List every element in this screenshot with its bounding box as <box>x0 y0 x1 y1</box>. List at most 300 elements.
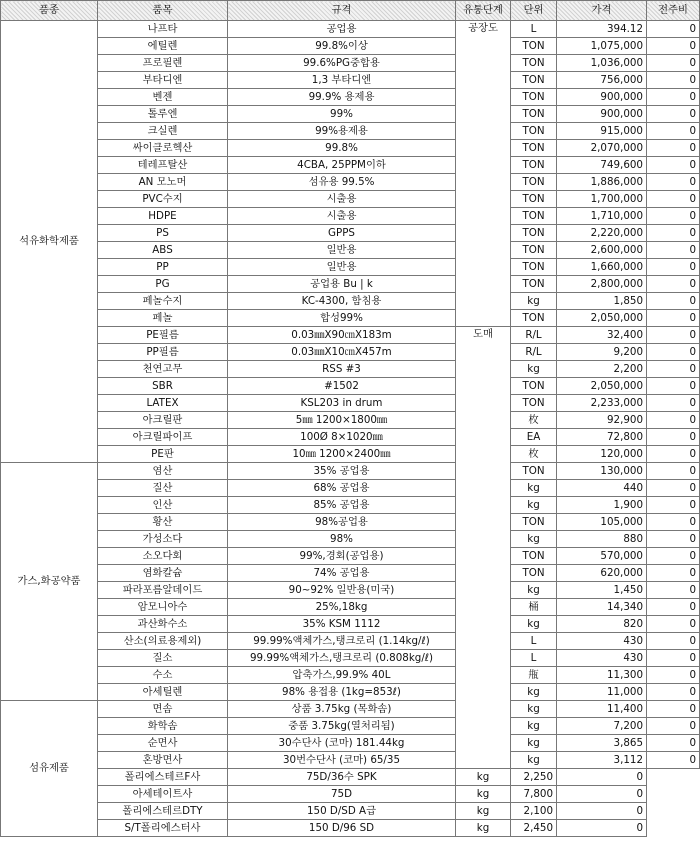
table-row <box>1 191 700 208</box>
change-cell: 0 <box>557 769 647 786</box>
table-row <box>1 701 700 718</box>
change-cell: 0 <box>647 718 700 735</box>
price-cell: 880 <box>557 531 647 548</box>
spec-cell: 99% <box>228 106 456 123</box>
table-row <box>1 259 700 276</box>
price-cell: 1,450 <box>557 582 647 599</box>
price-cell: 2,050,000 <box>557 378 647 395</box>
unit-cell: TON <box>511 463 557 480</box>
change-cell: 0 <box>647 259 700 276</box>
change-cell: 0 <box>647 684 700 701</box>
price-table-body <box>1 21 700 837</box>
unit-cell: TON <box>511 140 557 157</box>
change-cell: 0 <box>557 803 647 820</box>
price-cell: 130,000 <box>557 463 647 480</box>
price-cell: 1,886,000 <box>557 174 647 191</box>
price-cell: 92,900 <box>557 412 647 429</box>
spec-cell: 98%공업용 <box>228 514 456 531</box>
change-cell: 0 <box>647 242 700 259</box>
change-cell: 0 <box>647 565 700 582</box>
item-cell: 부타디엔 <box>98 72 228 89</box>
item-cell: 폴리에스테르F사 <box>98 769 228 786</box>
spec-cell: 74% 공업용 <box>228 565 456 582</box>
price-cell: 1,700,000 <box>557 191 647 208</box>
unit-cell: TON <box>511 55 557 72</box>
item-cell: 가성소다 <box>98 531 228 548</box>
table-row <box>1 497 700 514</box>
price-cell: 11,000 <box>557 684 647 701</box>
unit-cell: TON <box>511 565 557 582</box>
spec-cell: 섬유용 99.5% <box>228 174 456 191</box>
unit-cell: kg <box>511 684 557 701</box>
price-cell: 1,660,000 <box>557 259 647 276</box>
spec-cell: 99.8%이상 <box>228 38 456 55</box>
item-cell: 폴리에스테르DTY <box>98 803 228 820</box>
price-cell: 570,000 <box>557 548 647 565</box>
spec-cell: 시출용 <box>228 208 456 225</box>
unit-cell: TON <box>511 276 557 293</box>
item-cell: 아세테이트사 <box>98 786 228 803</box>
unit-cell: kg <box>511 531 557 548</box>
spec-cell: 합성99% <box>228 310 456 327</box>
item-cell: 산소(의료용제외) <box>98 633 228 650</box>
unit-cell: TON <box>511 174 557 191</box>
table-row <box>1 650 700 667</box>
unit-cell: TON <box>511 395 557 412</box>
change-cell: 0 <box>647 531 700 548</box>
spec-cell: 일반용 <box>228 259 456 276</box>
unit-cell: TON <box>511 242 557 259</box>
spec-cell: 75D <box>228 786 456 803</box>
spec-cell: 90~92% 일반용(미국) <box>228 582 456 599</box>
change-cell: 0 <box>647 208 700 225</box>
spec-cell: 공업용 Bu | k <box>228 276 456 293</box>
table-row <box>1 769 700 786</box>
table-row <box>1 480 700 497</box>
unit-cell: 枚 <box>511 446 557 463</box>
unit-cell: kg <box>511 293 557 310</box>
change-cell: 0 <box>647 735 700 752</box>
table-row <box>1 123 700 140</box>
item-cell: 크실렌 <box>98 123 228 140</box>
price-cell: 820 <box>557 616 647 633</box>
stage-cell: 공장도 <box>456 21 511 327</box>
price-cell: 3,112 <box>557 752 647 769</box>
unit-cell: TON <box>511 259 557 276</box>
change-cell: 0 <box>647 140 700 157</box>
header-row <box>1 1 700 21</box>
change-cell: 0 <box>647 157 700 174</box>
table-row <box>1 514 700 531</box>
price-cell: 32,400 <box>557 327 647 344</box>
price-cell: 7,800 <box>511 786 557 803</box>
unit-cell: TON <box>511 38 557 55</box>
table-row <box>1 820 700 837</box>
price-cell: 2,250 <box>511 769 557 786</box>
spec-cell: 상품 3.75kg (목화솜) <box>228 701 456 718</box>
spec-cell: GPPS <box>228 225 456 242</box>
change-cell: 0 <box>647 633 700 650</box>
change-cell: 0 <box>647 480 700 497</box>
item-cell: 나프타 <box>98 21 228 38</box>
spec-cell: 75D/36수 SPK <box>228 769 456 786</box>
table-row <box>1 599 700 616</box>
item-cell: ABS <box>98 242 228 259</box>
change-cell: 0 <box>647 752 700 769</box>
spec-cell: 공업용 <box>228 21 456 38</box>
change-cell: 0 <box>647 378 700 395</box>
price-cell: 72,800 <box>557 429 647 446</box>
price-cell: 1,075,000 <box>557 38 647 55</box>
item-cell: 벤젠 <box>98 89 228 106</box>
change-cell: 0 <box>647 582 700 599</box>
item-cell: 수소 <box>98 667 228 684</box>
unit-cell: TON <box>511 157 557 174</box>
header-category: 품종 <box>1 1 98 21</box>
item-cell: PP필름 <box>98 344 228 361</box>
header-unit: 단위 <box>511 1 557 21</box>
table-row <box>1 463 700 480</box>
table-row <box>1 208 700 225</box>
change-cell: 0 <box>557 820 647 837</box>
item-cell: 염산 <box>98 463 228 480</box>
item-cell: 페놀 <box>98 310 228 327</box>
spec-cell: 99.9% 용제용 <box>228 89 456 106</box>
spec-cell: 5㎜ 1200×1800㎜ <box>228 412 456 429</box>
price-cell: 394.12 <box>557 21 647 38</box>
price-cell: 2,233,000 <box>557 395 647 412</box>
table-row <box>1 616 700 633</box>
spec-cell: 85% 공업용 <box>228 497 456 514</box>
item-cell: S/T폴리에스터사 <box>98 820 228 837</box>
unit-cell: kg <box>511 718 557 735</box>
price-cell: 105,000 <box>557 514 647 531</box>
price-cell: 2,100 <box>511 803 557 820</box>
item-cell: 염화칼슘 <box>98 565 228 582</box>
item-cell: 과산화수소 <box>98 616 228 633</box>
change-cell: 0 <box>647 174 700 191</box>
price-cell: 2,070,000 <box>557 140 647 157</box>
item-cell: PE필름 <box>98 327 228 344</box>
unit-cell: TON <box>511 123 557 140</box>
spec-cell: 0.03㎜X10㎝X457m <box>228 344 456 361</box>
spec-cell: KSL203 in drum <box>228 395 456 412</box>
table-row <box>1 361 700 378</box>
item-cell: 면솜 <box>98 701 228 718</box>
spec-cell: 150 D/96 SD <box>228 820 456 837</box>
spec-cell: 4CBA, 25PPM이하 <box>228 157 456 174</box>
unit-cell: kg <box>456 803 511 820</box>
spec-cell: 일반용 <box>228 242 456 259</box>
item-cell: SBR <box>98 378 228 395</box>
change-cell: 0 <box>647 616 700 633</box>
table-row <box>1 633 700 650</box>
unit-cell: TON <box>511 310 557 327</box>
table-row <box>1 157 700 174</box>
unit-cell: kg <box>511 361 557 378</box>
unit-cell: R/L <box>511 344 557 361</box>
change-cell: 0 <box>647 429 700 446</box>
unit-cell: 枚 <box>511 412 557 429</box>
price-cell: 430 <box>557 633 647 650</box>
table-row <box>1 531 700 548</box>
change-cell: 0 <box>647 361 700 378</box>
unit-cell: TON <box>511 548 557 565</box>
item-cell: 에틸렌 <box>98 38 228 55</box>
item-cell: 혼방면사 <box>98 752 228 769</box>
change-cell: 0 <box>647 667 700 684</box>
table-row <box>1 803 700 820</box>
spec-cell: 35% KSM 1112 <box>228 616 456 633</box>
unit-cell: kg <box>511 582 557 599</box>
item-cell: 파라포름알데이드 <box>98 582 228 599</box>
change-cell: 0 <box>647 55 700 72</box>
spec-cell: 68% 공업용 <box>228 480 456 497</box>
table-row <box>1 446 700 463</box>
change-cell: 0 <box>647 123 700 140</box>
unit-cell: TON <box>511 72 557 89</box>
change-cell: 0 <box>647 412 700 429</box>
header-price: 가격 <box>557 1 647 21</box>
table-row <box>1 582 700 599</box>
item-cell: 톨루엔 <box>98 106 228 123</box>
price-cell: 2,220,000 <box>557 225 647 242</box>
table-row <box>1 140 700 157</box>
price-cell: 9,200 <box>557 344 647 361</box>
unit-cell: TON <box>511 514 557 531</box>
unit-cell: R/L <box>511 327 557 344</box>
unit-cell: TON <box>511 225 557 242</box>
change-cell: 0 <box>647 599 700 616</box>
spec-cell: 150 D/SD A급 <box>228 803 456 820</box>
table-row <box>1 55 700 72</box>
price-cell: 3,865 <box>557 735 647 752</box>
item-cell: 아세틸렌 <box>98 684 228 701</box>
unit-cell: L <box>511 633 557 650</box>
item-cell: 황산 <box>98 514 228 531</box>
table-row <box>1 327 700 344</box>
table-row <box>1 684 700 701</box>
unit-cell: kg <box>456 786 511 803</box>
table-row <box>1 786 700 803</box>
spec-cell: 25%,18kg <box>228 599 456 616</box>
table-row <box>1 225 700 242</box>
unit-cell: TON <box>511 89 557 106</box>
unit-cell: 甁 <box>511 667 557 684</box>
unit-cell: kg <box>511 497 557 514</box>
price-cell: 2,800,000 <box>557 276 647 293</box>
change-cell: 0 <box>647 548 700 565</box>
spec-cell: 35% 공업용 <box>228 463 456 480</box>
change-cell: 0 <box>647 293 700 310</box>
table-row <box>1 378 700 395</box>
change-cell: 0 <box>647 344 700 361</box>
change-cell: 0 <box>647 650 700 667</box>
spec-cell: KC-4300, 함침용 <box>228 293 456 310</box>
item-cell: 아크릴파이프 <box>98 429 228 446</box>
unit-cell: TON <box>511 208 557 225</box>
item-cell: 질산 <box>98 480 228 497</box>
spec-cell: 99.99%액체가스,탱크로리 (0.808kg/ℓ) <box>228 650 456 667</box>
table-row <box>1 565 700 582</box>
item-cell: PE판 <box>98 446 228 463</box>
header-item: 품목 <box>98 1 228 21</box>
price-cell: 430 <box>557 650 647 667</box>
item-cell: 질소 <box>98 650 228 667</box>
spec-cell: 99.99%액체가스,탱크로리 (1.14kg/ℓ) <box>228 633 456 650</box>
item-cell: 아크릴판 <box>98 412 228 429</box>
stage-cell: 도매 <box>456 327 511 769</box>
unit-cell: TON <box>511 378 557 395</box>
item-cell: PG <box>98 276 228 293</box>
price-cell: 749,600 <box>557 157 647 174</box>
table-row <box>1 429 700 446</box>
unit-cell: kg <box>511 480 557 497</box>
price-cell: 1,850 <box>557 293 647 310</box>
price-cell: 11,400 <box>557 701 647 718</box>
price-cell: 14,340 <box>557 599 647 616</box>
spec-cell: 100Ø 8×1020㎜ <box>228 429 456 446</box>
change-cell: 0 <box>647 395 700 412</box>
spec-cell: 시출용 <box>228 191 456 208</box>
price-cell: 1,710,000 <box>557 208 647 225</box>
table-row <box>1 310 700 327</box>
unit-cell: kg <box>511 701 557 718</box>
change-cell: 0 <box>647 89 700 106</box>
spec-cell: 30수단사 (코마) 181.44kg <box>228 735 456 752</box>
price-cell: 915,000 <box>557 123 647 140</box>
table-row <box>1 72 700 89</box>
change-cell: 0 <box>647 497 700 514</box>
header-change: 전주비 <box>647 1 700 21</box>
price-cell: 900,000 <box>557 106 647 123</box>
header-stage: 유통단계 <box>456 1 511 21</box>
price-cell: 620,000 <box>557 565 647 582</box>
table-row <box>1 38 700 55</box>
unit-cell: EA <box>511 429 557 446</box>
spec-cell: 중품 3.75kg(열처리됨) <box>228 718 456 735</box>
price-cell: 2,050,000 <box>557 310 647 327</box>
item-cell: 소오다회 <box>98 548 228 565</box>
spec-cell: 98% 용접용 (1kg=853ℓ) <box>228 684 456 701</box>
change-cell: 0 <box>647 446 700 463</box>
spec-cell: 98% <box>228 531 456 548</box>
price-cell: 7,200 <box>557 718 647 735</box>
table-row <box>1 752 700 769</box>
spec-cell: 압축가스,99.9% 40L <box>228 667 456 684</box>
table-row <box>1 735 700 752</box>
table-row <box>1 293 700 310</box>
item-cell: PVC수지 <box>98 191 228 208</box>
price-cell: 120,000 <box>557 446 647 463</box>
table-row <box>1 548 700 565</box>
change-cell: 0 <box>647 463 700 480</box>
category-cell: 섬유제품 <box>1 701 98 837</box>
item-cell: 프로필렌 <box>98 55 228 72</box>
price-cell: 1,900 <box>557 497 647 514</box>
spec-cell: 0.03㎜X90㎝X183m <box>228 327 456 344</box>
item-cell: 천연고무 <box>98 361 228 378</box>
unit-cell: L <box>511 21 557 38</box>
price-cell: 2,200 <box>557 361 647 378</box>
table-row <box>1 344 700 361</box>
spec-cell: 99.8% <box>228 140 456 157</box>
table-row <box>1 718 700 735</box>
spec-cell: 99.6%PG중합용 <box>228 55 456 72</box>
item-cell: PP <box>98 259 228 276</box>
change-cell: 0 <box>647 514 700 531</box>
table-row <box>1 174 700 191</box>
item-cell: PS <box>98 225 228 242</box>
change-cell: 0 <box>647 106 700 123</box>
unit-cell: kg <box>456 769 511 786</box>
change-cell: 0 <box>647 225 700 242</box>
item-cell: 암모니아수 <box>98 599 228 616</box>
unit-cell: kg <box>456 820 511 837</box>
change-cell: 0 <box>647 191 700 208</box>
item-cell: HDPE <box>98 208 228 225</box>
unit-cell: kg <box>511 735 557 752</box>
spec-cell: #1502 <box>228 378 456 395</box>
change-cell: 0 <box>647 38 700 55</box>
price-cell: 1,036,000 <box>557 55 647 72</box>
unit-cell: TON <box>511 191 557 208</box>
price-cell: 440 <box>557 480 647 497</box>
item-cell: 화학솜 <box>98 718 228 735</box>
spec-cell: RSS #3 <box>228 361 456 378</box>
category-cell: 가스,화공약품 <box>1 463 98 701</box>
table-row <box>1 412 700 429</box>
item-cell: 싸이클로헥산 <box>98 140 228 157</box>
item-cell: AN 모노머 <box>98 174 228 191</box>
table-row <box>1 667 700 684</box>
price-cell: 11,300 <box>557 667 647 684</box>
table-row <box>1 21 700 38</box>
table-row <box>1 276 700 293</box>
unit-cell: 桶 <box>511 599 557 616</box>
unit-cell: L <box>511 650 557 667</box>
table-row <box>1 89 700 106</box>
price-cell: 756,000 <box>557 72 647 89</box>
change-cell: 0 <box>647 701 700 718</box>
price-cell: 2,600,000 <box>557 242 647 259</box>
item-cell: LATEX <box>98 395 228 412</box>
change-cell: 0 <box>557 786 647 803</box>
unit-cell: TON <box>511 106 557 123</box>
price-cell: 900,000 <box>557 89 647 106</box>
header-spec: 규격 <box>228 1 456 21</box>
change-cell: 0 <box>647 310 700 327</box>
unit-cell: kg <box>511 616 557 633</box>
item-cell: 순면사 <box>98 735 228 752</box>
spec-cell: 1,3 부타디엔 <box>228 72 456 89</box>
item-cell: 페놀수지 <box>98 293 228 310</box>
change-cell: 0 <box>647 72 700 89</box>
table-row <box>1 395 700 412</box>
price-cell: 2,450 <box>511 820 557 837</box>
unit-cell: kg <box>511 752 557 769</box>
table-row <box>1 242 700 259</box>
change-cell: 0 <box>647 21 700 38</box>
item-cell: 테레프탈산 <box>98 157 228 174</box>
spec-cell: 99%,경회(공업용) <box>228 548 456 565</box>
spec-cell: 30번수단사 (코마) 65/35 <box>228 752 456 769</box>
item-cell: 인산 <box>98 497 228 514</box>
category-cell: 석유화학제품 <box>1 21 98 463</box>
change-cell: 0 <box>647 327 700 344</box>
spec-cell: 99%용제용 <box>228 123 456 140</box>
spec-cell: 10㎜ 1200×2400㎜ <box>228 446 456 463</box>
